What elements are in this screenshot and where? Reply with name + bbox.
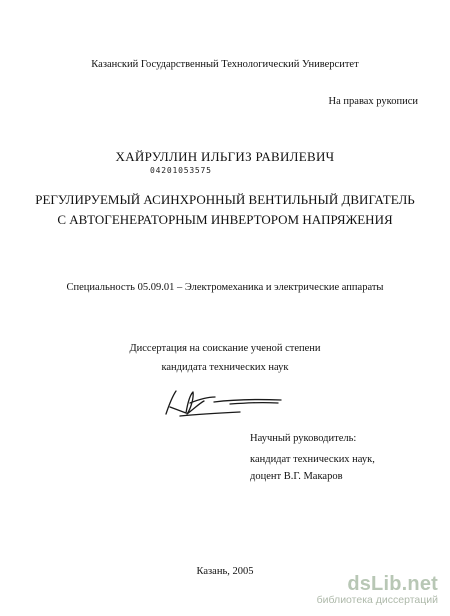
registration-code: 04201053575	[150, 166, 212, 175]
dissertation-title-line-2: С АВТОГЕНЕРАТОРНЫМ ИНВЕРТОРОМ НАПРЯЖЕНИЯ	[57, 212, 393, 227]
supervisor-label: Научный руководитель:	[250, 433, 357, 444]
supervisor-degree: кандидат технических наук,	[250, 454, 375, 465]
dissertation-title-line-1: РЕГУЛИРУЕМЫЙ АСИНХРОННЫЙ ВЕНТИЛЬНЫЙ ДВИГАТЕЛЬ	[35, 192, 415, 207]
handwritten-signature	[160, 383, 290, 423]
specialty-line: Специальность 05.09.01 – Электромеханика и электрические аппараты	[66, 282, 384, 293]
degree-line-2: кандидата технических наук	[161, 362, 289, 373]
university-name: Казанский Государственный Технологический Университет	[91, 59, 359, 70]
city-year: Казань, 2005	[196, 566, 254, 577]
supervisor-name: доцент В.Г. Макаров	[250, 471, 343, 482]
watermark-subtitle: библиотека диссертаций	[316, 594, 438, 606]
degree-line-1: Диссертация на соискание ученой степени	[129, 343, 321, 354]
author-name: ХАЙРУЛЛИН ИЛЬГИЗ РАВИЛЕВИЧ	[115, 149, 335, 164]
watermark-logo: dsLib.net	[347, 573, 438, 595]
dslib-watermark	[317, 573, 438, 606]
manuscript-rights-note: На правах рукописи	[328, 96, 418, 107]
